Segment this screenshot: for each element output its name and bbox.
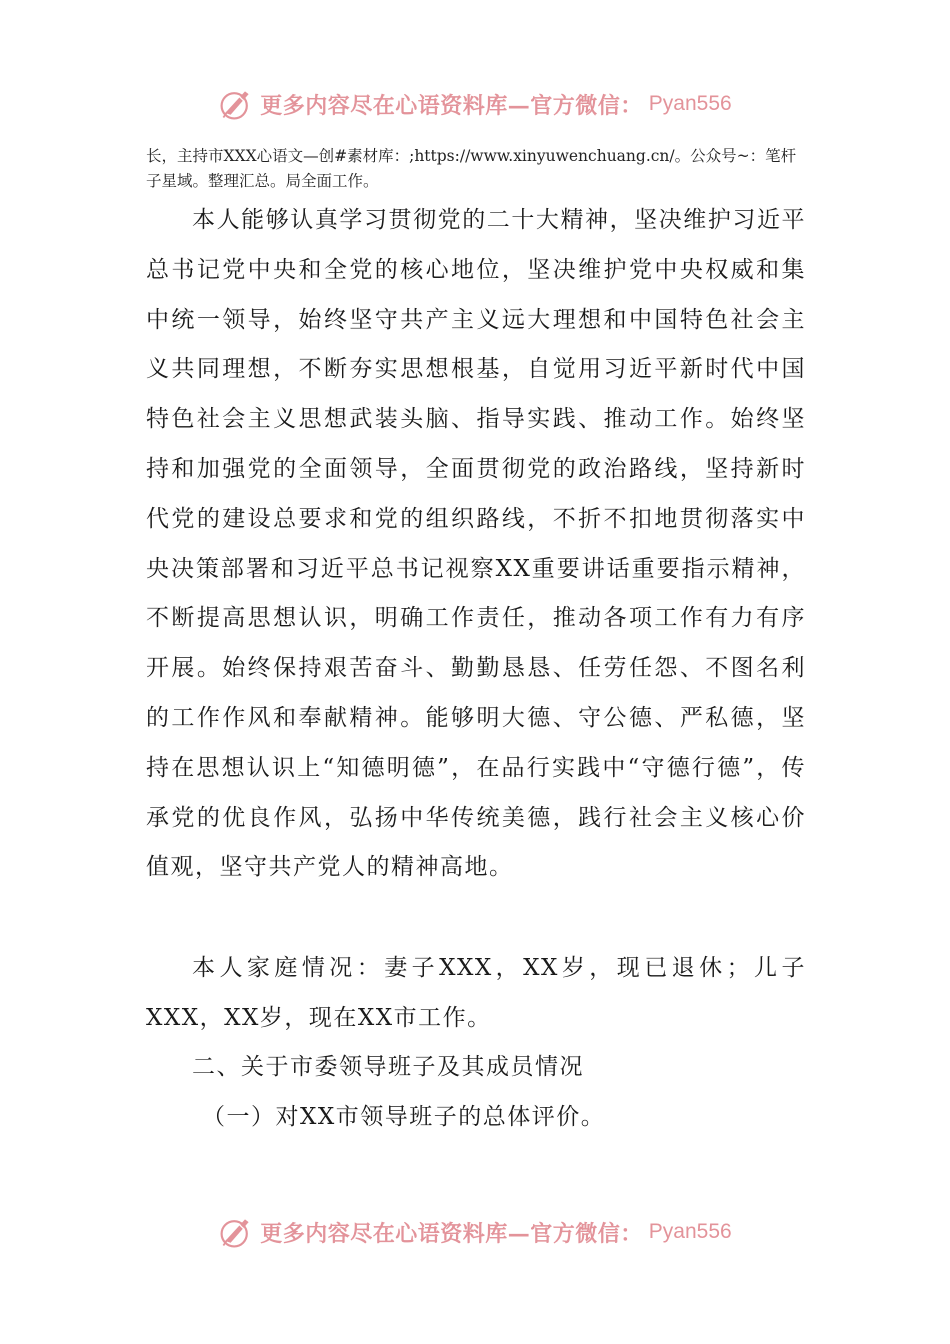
header-watermark <box>0 82 950 126</box>
body-paragraph-2: 本人家庭情况：妻子XXX，XX岁，现已退休；儿子XXX，XX岁，现在XX市工作。 <box>146 955 806 1031</box>
subsection-heading: （一）对XX市领导班子的总体评价。 <box>202 1104 606 1130</box>
footer-watermark <box>0 1210 950 1254</box>
leadin-text: 长，主持市XXX心语文—创#素材库：;https://www.xinyuwenchuang.cn/。公众号~：笔杆子星域。整理汇总。局全面工作。 <box>146 147 797 190</box>
quill-pen-logo-icon <box>218 86 254 122</box>
watermark-text: 更多内容尽在心语资料库—官方微信： <box>260 92 643 119</box>
watermark-text: 更多内容尽在心语资料库—官方微信： <box>260 1220 643 1247</box>
watermark-wechat-id: Pyan556 <box>648 92 732 115</box>
watermark-wechat-id: Pyan556 <box>648 1220 732 1243</box>
section-heading: 二、关于市委领导班子及其成员情况 <box>192 1054 584 1080</box>
body-paragraph-1: 本人能够认真学习贯彻党的二十大精神，坚决维护习近平总书记党中央和全党的核心地位，坚决维护党中央权威和集中统一领导，始终坚守共产主义远大理想和中国特色社会主义共同理想，不断夯实思想根基，自觉用习近平新时代中国特色社会主义思想武装头脑、指导实践、推动工作。始终坚持和加强党的全面领导，全面贯彻党的政治路线，坚持新时代党的建设总要求和党的组织路线，不折不扣地贯彻落实中央决策部署和习近平总书记视察XX重要讲话重要指示精神，不断提高思想认识，明确工作责任，推动各项工作有力有序开展。始终保持艰苦奋斗、勤勤恳恳、任劳任怨、不图名利的工作作风和奉献精神。能够明大德、守公德、严私德，坚持在思想认识上“知德明德”，在品行实践中“守德行德”，传承党的优良作风，弘扬中华传统美德，践行社会主义核心价值观，坚守共产党人的精神高地。 <box>146 207 806 881</box>
quill-pen-logo-icon <box>218 1214 254 1250</box>
